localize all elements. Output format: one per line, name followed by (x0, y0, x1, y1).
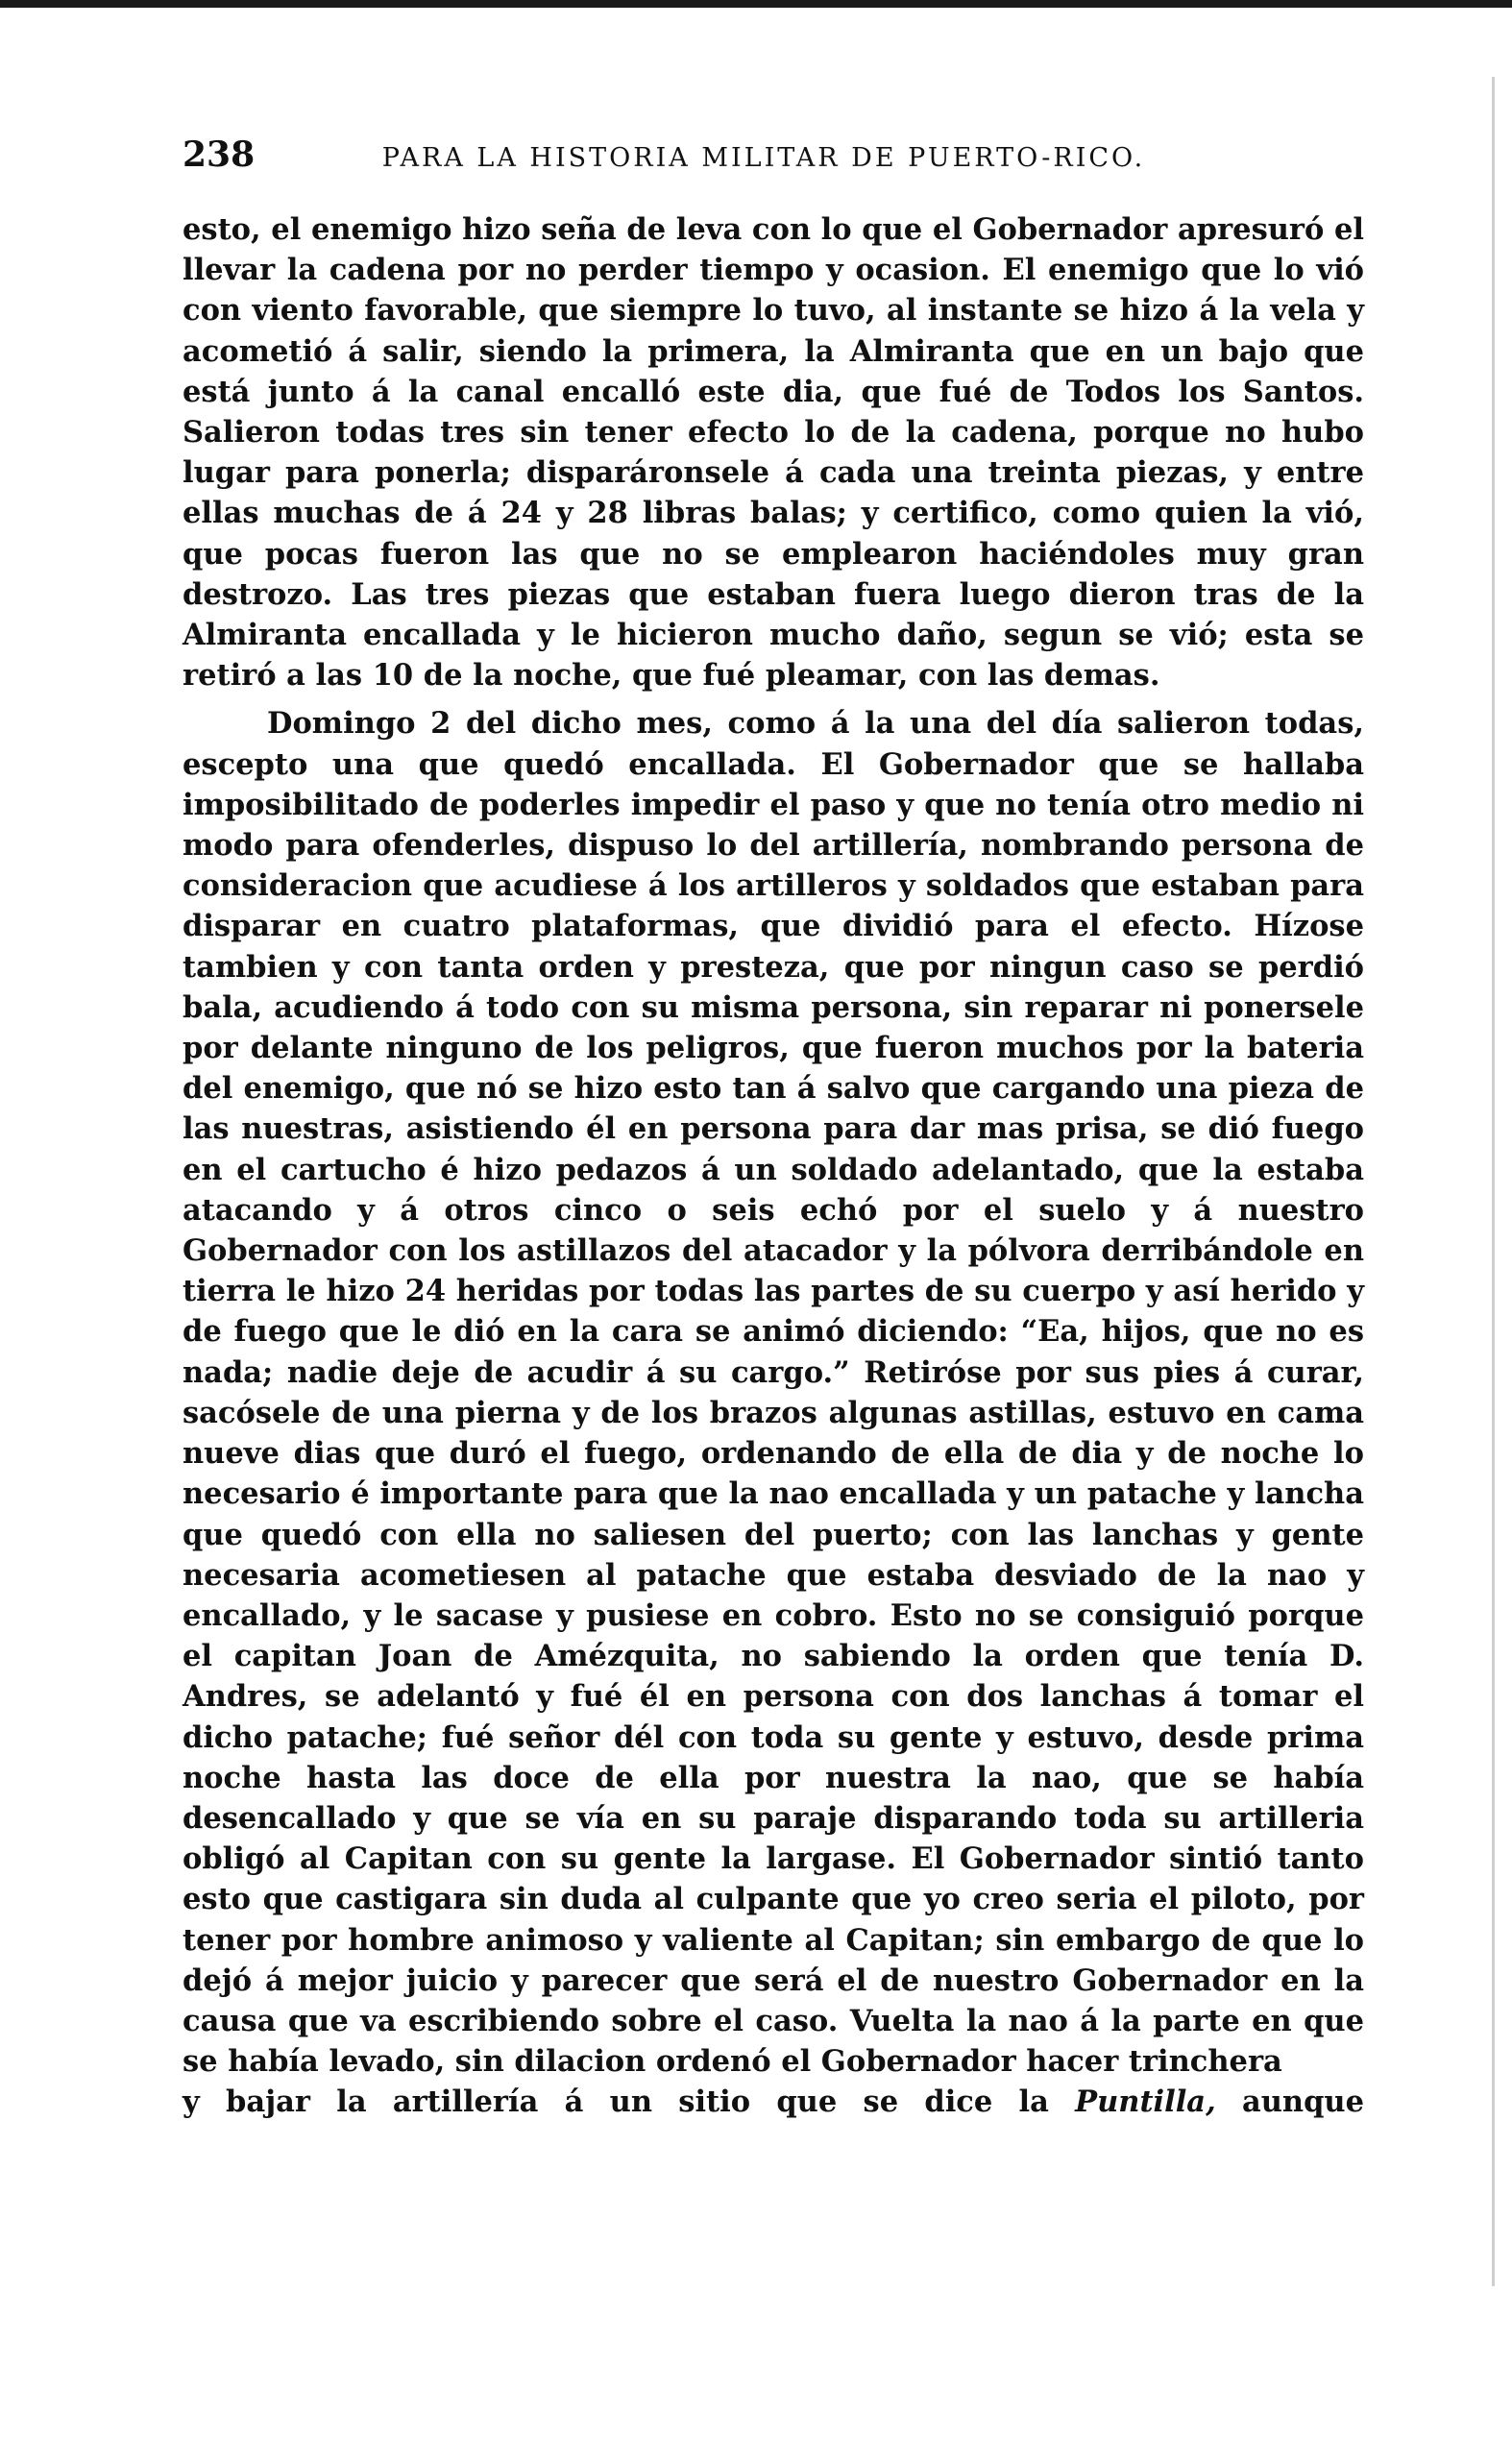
top-border-rule (0, 0, 1512, 8)
running-title: PARA LA HISTORIA MILITAR DE PUERTO-RICO. (381, 143, 1146, 173)
page-body (183, 209, 1364, 2123)
running-header (183, 134, 1364, 192)
final-line-start: y bajar la artillería á un sitio que se dice la (183, 2084, 1049, 2120)
page-number: 238 (183, 134, 256, 175)
final-line-end: aunque (1241, 2084, 1364, 2120)
paragraph-1: esto, el enemigo hizo seña de leva con lo que el Gobernador apresuró el llevar la cadena por no perder tiempo y ocasion. El enemigo que lo vió con viento favorable, que siempre lo tuvo, al instante se hizo á la vela y acometió á salir, siendo la primera, la Almiranta que en un bajo que está junto á la canal encalló este dia, que fué de Todos los Santos. Salieron todas tres sin tener efecto lo de la cadena, porque no hubo lugar para ponerla; disparáronsele á cada una treinta piezas, y entre ellas muchas de á 24 y 28 libras balas; y certifico, como quien la vió, que pocas fueron las que no se emplearon haciéndoles muy gran destrozo. Las tres piezas que estaban fuera luego dieron tras de la Almiranta encallada y le hicieron mucho daño, segun se vió; esta se retiró a las 10 de la noche, que fué pleamar, con las demas. (183, 212, 1364, 694)
place-name-italic: Puntilla, (1075, 2084, 1216, 2120)
book-page (183, 134, 1364, 2123)
right-edge-shadow (1492, 77, 1495, 2286)
paragraph-2: Domingo 2 del dicho mes, como á la una del día salieron todas, escepto una que quedó encallada. El Gobernador que se hallaba imposibilitado de poderles impedir el paso y que no tenía otro medio ni modo para ofenderles, dispuso lo del artillería, nombrando persona de consideracion que acudiese á los artilleros y soldados que estaban para disparar en cuatro plataformas, que dividió para el efecto. Hízose tambien y con tanta orden y presteza, que por ningun caso se perdió bala, acudiendo á todo con su misma persona, sin reparar ni ponersele por delante ninguno de los peligros, que fueron muchos por la bateria del enemigo, que nó se hizo esto tan á salvo que cargando una pieza de las nuestras, asistiendo él en persona para dar mas prisa, se dió fuego en el cartucho é hizo pedazos á un soldado adelantado, que la estaba atacando y á otros cinco o seis echó por el suelo y á nuestro Gobernador con los astillazos del atacador y la pólvora derribándole en tierra le hizo 24 heridas por todas las partes de su cuerpo y así herido y de fuego que le dió en la cara se animó diciendo: “Ea, hijos, que no es nada; nadie deje de acudir á su cargo.” Retiróse por sus pies á curar, sacósele de una pierna y de los brazos algunas astillas, estuvo en cama nueve dias que duró el fuego, ordenando de ella de dia y de noche lo necesario é importante para que la nao encallada y un patache y lancha que quedó con ella no saliesen del puerto; con las lanchas y gente necesaria acometiesen al patache que estaba desviado de la nao y encallado, y le sacase y pusiese en cobro. Esto no se consiguió porque el capitan Joan de Amézquita, no sabiendo la orden que tenía D. Andres, se adelantó y fué él en persona con dos lanchas á tomar el dicho patache; fué señor dél con toda su gente y estuvo, desde prima noche hasta las doce de ella por nuestra la nao, que se había desencallado y que se vía en su paraje disparando toda su artilleria obligó al Capitan con su gente la largase. El Gobernador sintió tanto esto que castigara sin duda al culpante que yo creo seria el piloto, por tener por hombre animoso y valiente al Capitan; sin embargo de que lo dejó á mejor juicio y parecer que será el de nuestro Gobernador en la causa que va escribiendo sobre el caso. Vuelta la nao á la parte en que se había levado, sin dilacion ordenó el Gobernador hacer trinchera (183, 706, 1364, 2080)
final-line (183, 2082, 1364, 2122)
